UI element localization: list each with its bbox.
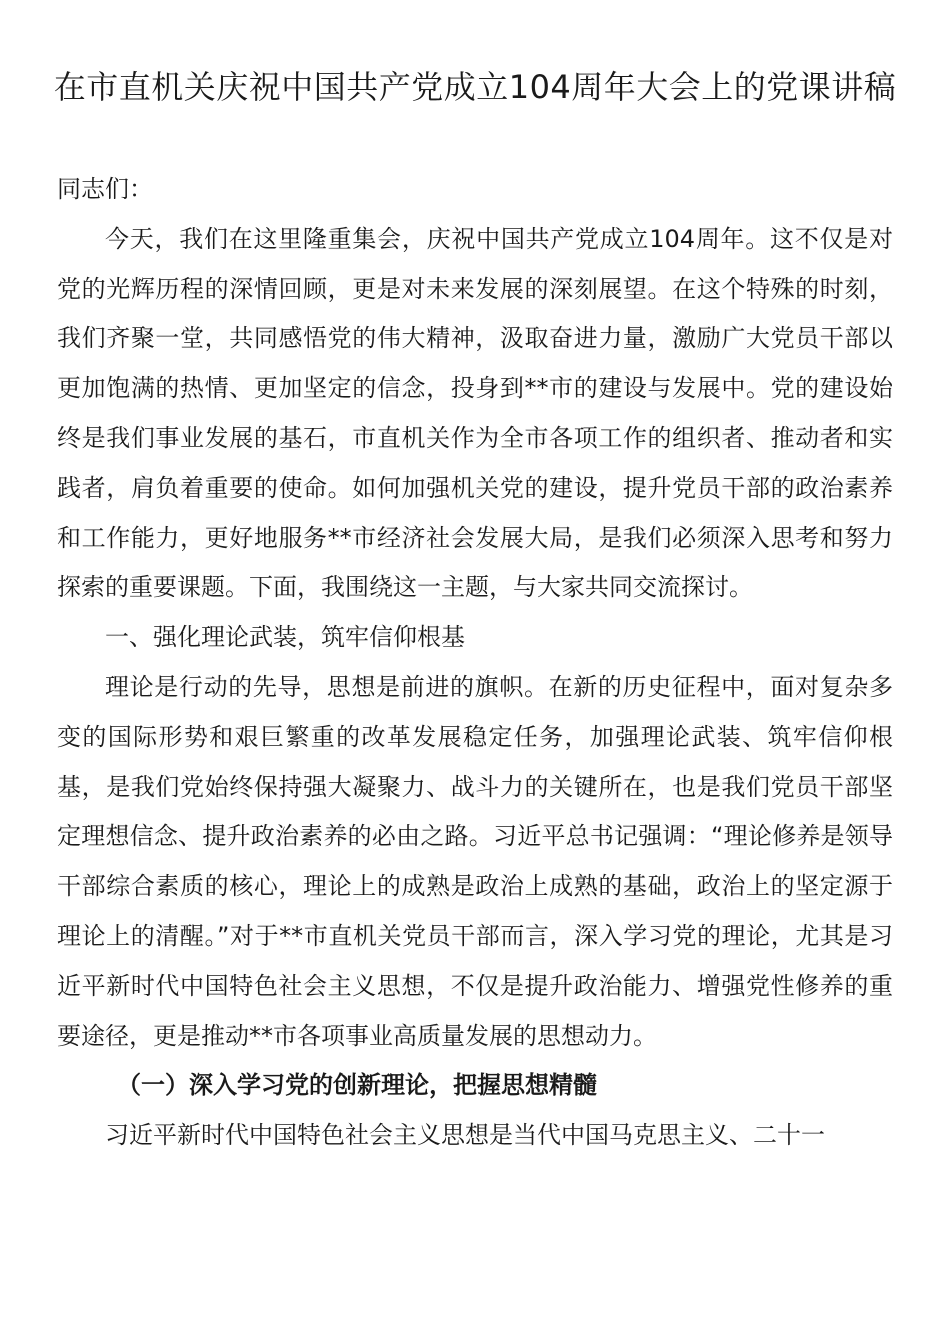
section-heading-1: 一、强化理论武装，筑牢信仰根基 bbox=[105, 623, 465, 652]
intro-paragraph: 今天，我们在这里隆重集会，庆祝中国共产党成立104周年。这不仅是对党的光辉历程的深情回顾，更是对未来发展的深刻展望。在这个特殊的时刻，我们齐聚一堂，共同感悟党的伟大精神，汲取奋进力量，激励广大党员干部以更加饱满的热情、更加坚定的信念，投身到**市的建设与发展中。党的建设始终是我们事业发展的基石，市直机关作为全市各项工作的组织者、推动者和实践者，肩负着重要的使命。如何加强机关党的建设，提升党员干部的政治素养和工作能力，更好地服务**市经济社会发展大局，是我们必须深入思考和努力探索的重要课题。下面，我围绕这一主题，与大家共同交流探讨。 bbox=[57, 224, 893, 602]
document-title: 在市直机关庆祝中国共产党成立104周年大会上的党课讲稿 bbox=[53, 68, 897, 106]
subsection-heading-1: （一）深入学习党的创新理论，把握思想精髓 bbox=[117, 1071, 597, 1100]
section-1-paragraph: 理论是行动的先导，思想是前进的旗帜。在新的历史征程中，面对复杂多变的国际形势和艰巨繁重的改革发展稳定任务，加强理论武装、筑牢信仰根基，是我们党始终保持强大凝聚力、战斗力的关键所在，也是我们党员干部坚定理想信念、提升政治素养的必由之路。习近平总书记强调：“理论修养是领导干部综合素质的核心，理论上的成熟是政治上成熟的基础，政治上的坚定源于理论上的清醒。”对于**市直机关党员干部而言，深入学习党的理论，尤其是习近平新时代中国特色社会主义思想，不仅是提升政治能力、增强党性修养的重要途径，更是推动**市各项事业高质量发展的思想动力。 bbox=[57, 672, 893, 1050]
subsection-1-paragraph: 习近平新时代中国特色社会主义思想是当代中国马克思主义、二十一 bbox=[105, 1121, 825, 1150]
salutation: 同志们： bbox=[57, 175, 153, 203]
document-body bbox=[57, 165, 893, 1161]
